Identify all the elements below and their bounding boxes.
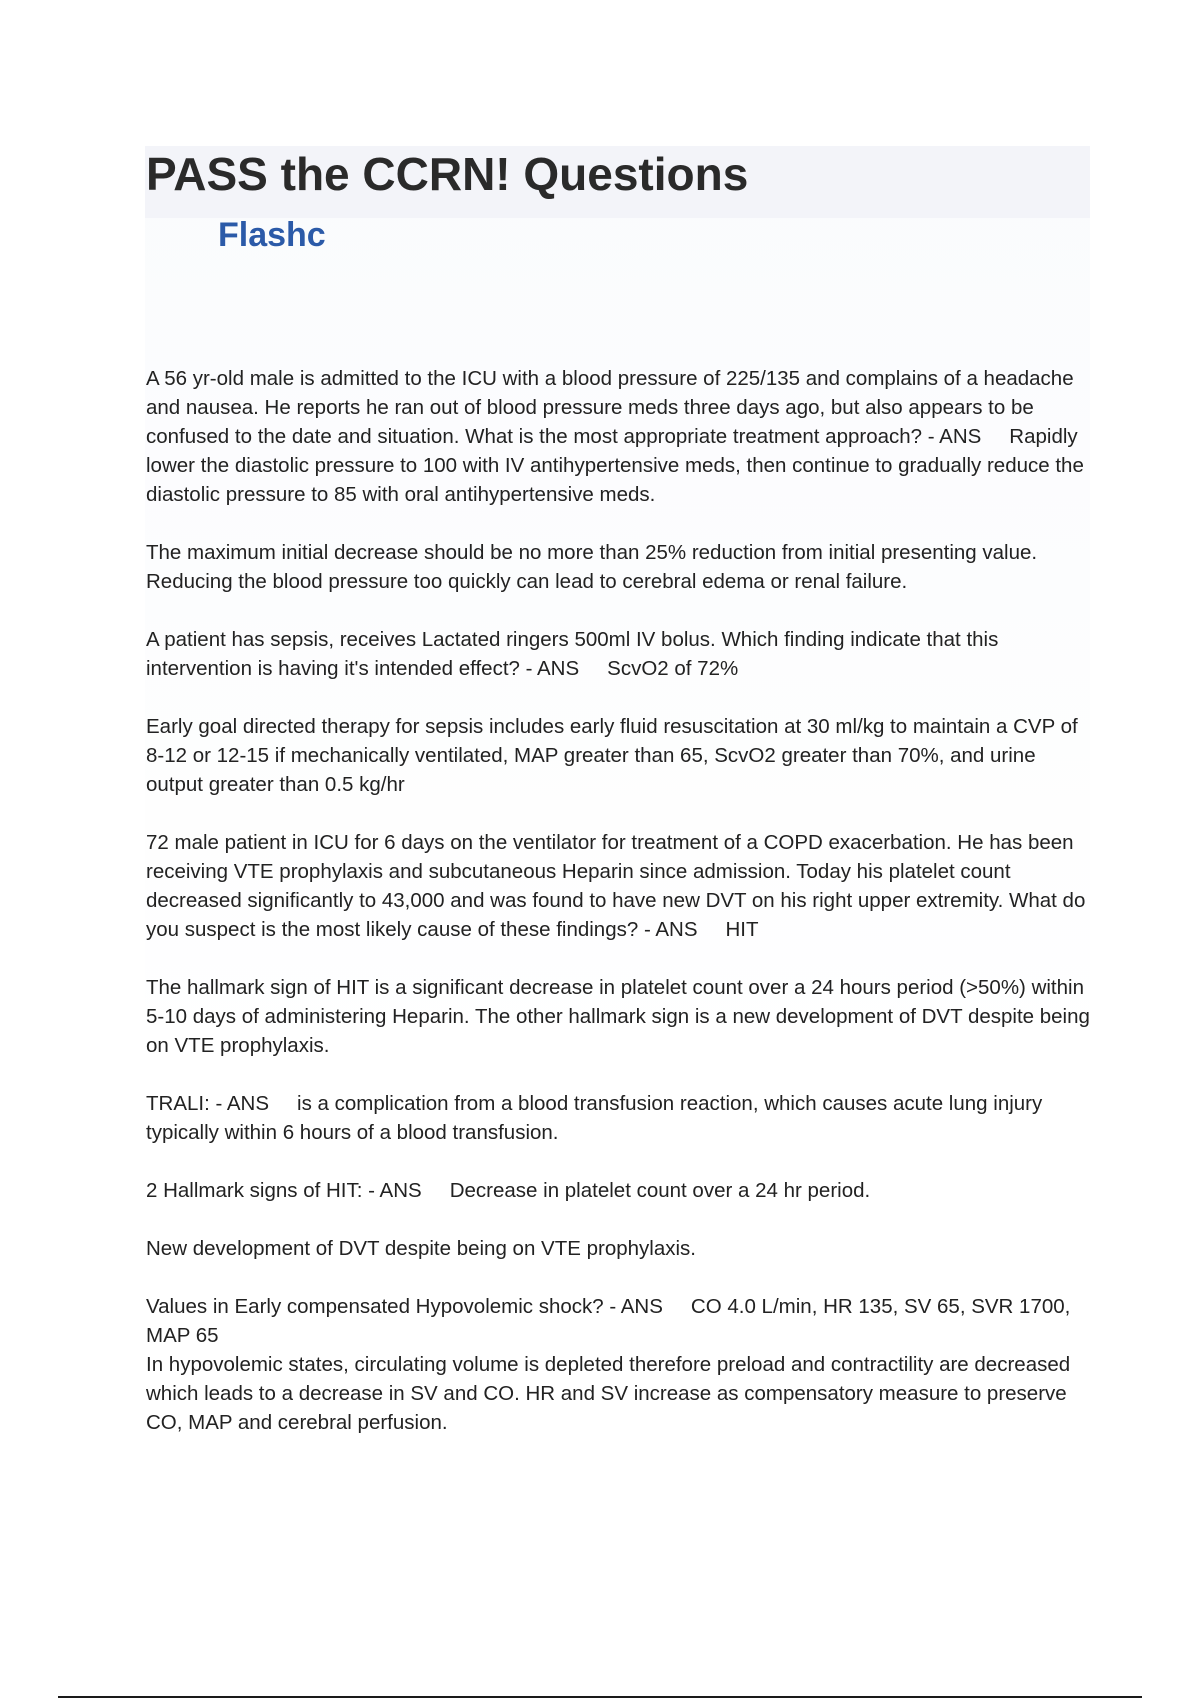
question-text: 2 Hallmark signs of HIT: - ANS	[146, 1179, 422, 1202]
question-text: A patient has sepsis, receives Lactated ringers 500ml IV bolus. Which finding indicate that this intervention is having it's intended effect? - ANS	[146, 628, 999, 680]
flashcard-question	[146, 1176, 1096, 1205]
flashcard-question	[146, 1089, 1096, 1147]
document-title: PASS the CCRN! Questions	[146, 148, 749, 200]
explanation-paragraph: Early goal directed therapy for sepsis includes early fluid resuscitation at 30 ml/kg to maintain a CVP of 8-12 or 12-15 if mechanically ventilated, MAP greater than 65, ScvO2 greater than 70%, and urine output greater than 0.5 kg/hr	[146, 715, 1078, 796]
answer-text: Decrease in platelet count over a 24 hr period.	[449, 1179, 871, 1202]
explanation-paragraph: The maximum initial decrease should be no more than 25% reduction from initial presenting value. Reducing the blood pressure too quickly can lead to cerebral edema or renal failure.	[146, 541, 1038, 593]
explanation-paragraph: In hypovolemic states, circulating volume is depleted therefore preload and contractility are decreased which leads to a decrease in SV and CO. HR and SV increase as compensatory measure to preserve CO, MAP and cerebral perfusion.	[146, 1353, 1071, 1434]
flashcard-question	[146, 364, 1096, 509]
question-text: A 56 yr-old male is admitted to the ICU with a blood pressure of 225/135 and complains of a headache and nausea. He reports he ran out of blood pressure meds three days ago, but also appears to be confused to the date and situation. What is the most appropriate treatment approach? - ANS	[146, 367, 1074, 448]
page-bottom-rule	[58, 1696, 1142, 1698]
explanation-paragraph: The hallmark sign of HIT is a significant decrease in platelet count over a 24 hours period (>50%) within 5-10 days of administering Heparin. The other hallmark sign is a new development of DVT despite being on VTE prophylaxis.	[146, 976, 1090, 1057]
explanation-paragraph: New development of DVT despite being on VTE prophylaxis.	[146, 1237, 697, 1260]
answer-text: HIT	[725, 918, 759, 941]
flashcard-content	[146, 364, 1096, 1466]
answer-text: ScvO2 of 72%	[607, 657, 739, 680]
question-text: Values in Early compensated Hypovolemic shock? - ANS	[146, 1295, 663, 1318]
flashcard-question	[146, 625, 1096, 683]
document-subtitle: Flashc	[218, 216, 326, 254]
flashcard-question	[146, 1292, 1096, 1350]
answer-text: is a complication from a blood transfusion reaction, which causes acute lung injury typically within 6 hours of a blood transfusion.	[146, 1092, 1043, 1144]
answer-text: Rapidly lower the diastolic pressure to 100 with IV antihypertensive meds, then continue to gradually reduce the diastolic pressure to 85 with oral antihypertensive meds.	[146, 425, 1084, 506]
answer-text: CO 4.0 L/min, HR 135, SV 65, SVR 1700, MAP 65	[146, 1295, 1071, 1347]
flashcard-question	[146, 828, 1096, 944]
question-text: 72 male patient in ICU for 6 days on the ventilator for treatment of a COPD exacerbation. He has been receiving VTE prophylaxis and subcutaneous Heparin since admission. Today his platelet count decreased significantly to 43,000 and was found to have new DVT on his right upper extremity. What do you suspect is the most likely cause of these findings? - ANS	[146, 831, 1086, 941]
question-text: TRALI: - ANS	[146, 1092, 270, 1115]
